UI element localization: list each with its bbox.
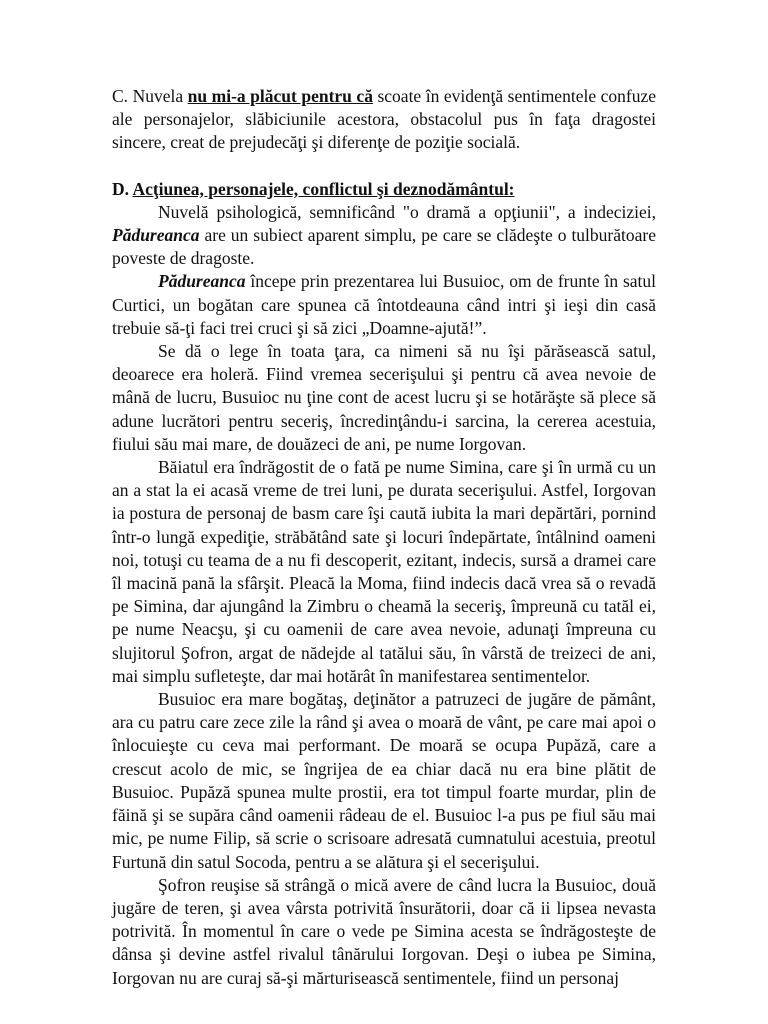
section-d-heading: [112, 178, 656, 201]
section-d-paragraph-3: Se dă o lege în toata ţara, ca nimeni să nu îşi părăsească satul, deoarece era holeră. Fiind vremea secerişului şi pentru că avea nevoie de mână de lucru, Busuioc nu ţine cont de acest lucru şi se hotărăşte să plece să adune lucrători pentru seceriş, încredinţându-i sarcina, la cererea acestuia, fiului său mai mare, de douăzeci de ani, pe nume Iorgovan.: [112, 341, 656, 454]
section-d-paragraph-1: [112, 201, 656, 271]
section-c-label: C.: [112, 86, 129, 106]
p1-work-title: Pădureanca: [112, 225, 200, 246]
section-d-paragraph-5: Busuioc era mare bogătaş, deţinător a patruzeci de jugăre de pământ, ara cu patru care zece zile la rând şi avea o moară de vânt, pe care mai apoi o înlocuieşte cu ceva mai performant. De moară se ocupa Pupăză, care a crescut acolo de mic, se îngrijea de ea chiar dacă nu era bine plătit de Busuioc. Pupăză spunea multe prostii, era tot timpul foarte murdar, plin de făină şi se supăra când oamenii râdeau de el. Busuioc l-a pus pe fiul său mai mic, pe nume Filip, să scrie o scrisoare adresată cumnatului acestuia, preotul Furtună din satul Socoda, pentru a se alătura şi el secerişului.: [112, 689, 656, 872]
document-page: [112, 85, 656, 990]
section-d-paragraph-2: [112, 270, 656, 340]
section-c-emphasis: nu mi-a plăcut pentru că: [187, 86, 373, 106]
section-c-text-end: scoate în evidenţă sentimentele confuze ale personajelor, slăbiciunile acestora, obstacolul pus în faţa dragostei sincere, creat de prejudecăţi şi diferenţe de poziţie socială.: [112, 86, 656, 153]
section-c-text-start: Nuvela: [128, 86, 188, 106]
section-d-paragraph-6: Şofron reuşise să strângă o mică avere de când lucra la Busuioc, două jugăre de teren, şi avea vârsta potrivită însurătorii, doar că ii lipsea nevasta potrivită. În momentul în care o vede pe Simina acesta se îndrăgosteşte de dânsa şi devine astfel rivalul tânărului Iorgovan. Deşi o iubea pe Simina, Iorgovan nu are curaj să-şi mărturisească sentimentele, fiind un personaj: [112, 874, 656, 988]
section-d-title: Acţiunea, personajele, conflictul şi deznodământul:: [132, 178, 515, 199]
p2-text: începe prin prezentarea lui Busuioc, om de frunte în satul Curtici, un bogătan care spunea că întotdeauna când intri şi ieşi din casă trebuie să-ţi faci trei cruci şi să zici „Doamne-ajută!”.: [112, 271, 656, 338]
p2-work-title: Pădureanca: [158, 271, 246, 292]
section-d-paragraph-4: Băiatul era îndrăgostit de o fată pe nume Simina, care şi în urmă cu un an a stat la ei acasă vreme de trei luni, pe durata secerişului. Astfel, Iorgovan ia postura de personaj de basm care îşi caută iubita la mari depărtări, pornind într-o lungă expediţie, străbătând sate şi locuri îndepărtate, întâlnind oameni noi, totuşi cu teama de a nu fi descoperit, ezitant, indecis, sursă a dramei care îl macină pană la sfârşit. Pleacă la Moma, fiind indecis dacă vrea să o revadă pe Simina, dar ajungând la Zimbru o cheamă la seceriş, împreună cu tatăl ei, pe nume Neacşu, şi cu oamenii de care avea nevoie, adunaţi împreuna cu slujitorul Şofron, argat de nădejde al tatălui său, în vârstă de treizeci de ani, mai simplu sufleteşte, dar mai hotărât în manifestarea sentimentelor.: [112, 457, 656, 686]
p1-text-start: Nuvelă psihologică, semnificând "o dramă a opţiunii", a indeciziei,: [158, 201, 656, 222]
section-c-paragraph: [112, 85, 656, 155]
p1-text-end: are un subiect aparent simplu, pe care se clădeşte o tulburătoare poveste de dragoste.: [112, 225, 656, 269]
section-spacer: [112, 155, 656, 178]
section-d-label: D.: [112, 178, 130, 199]
